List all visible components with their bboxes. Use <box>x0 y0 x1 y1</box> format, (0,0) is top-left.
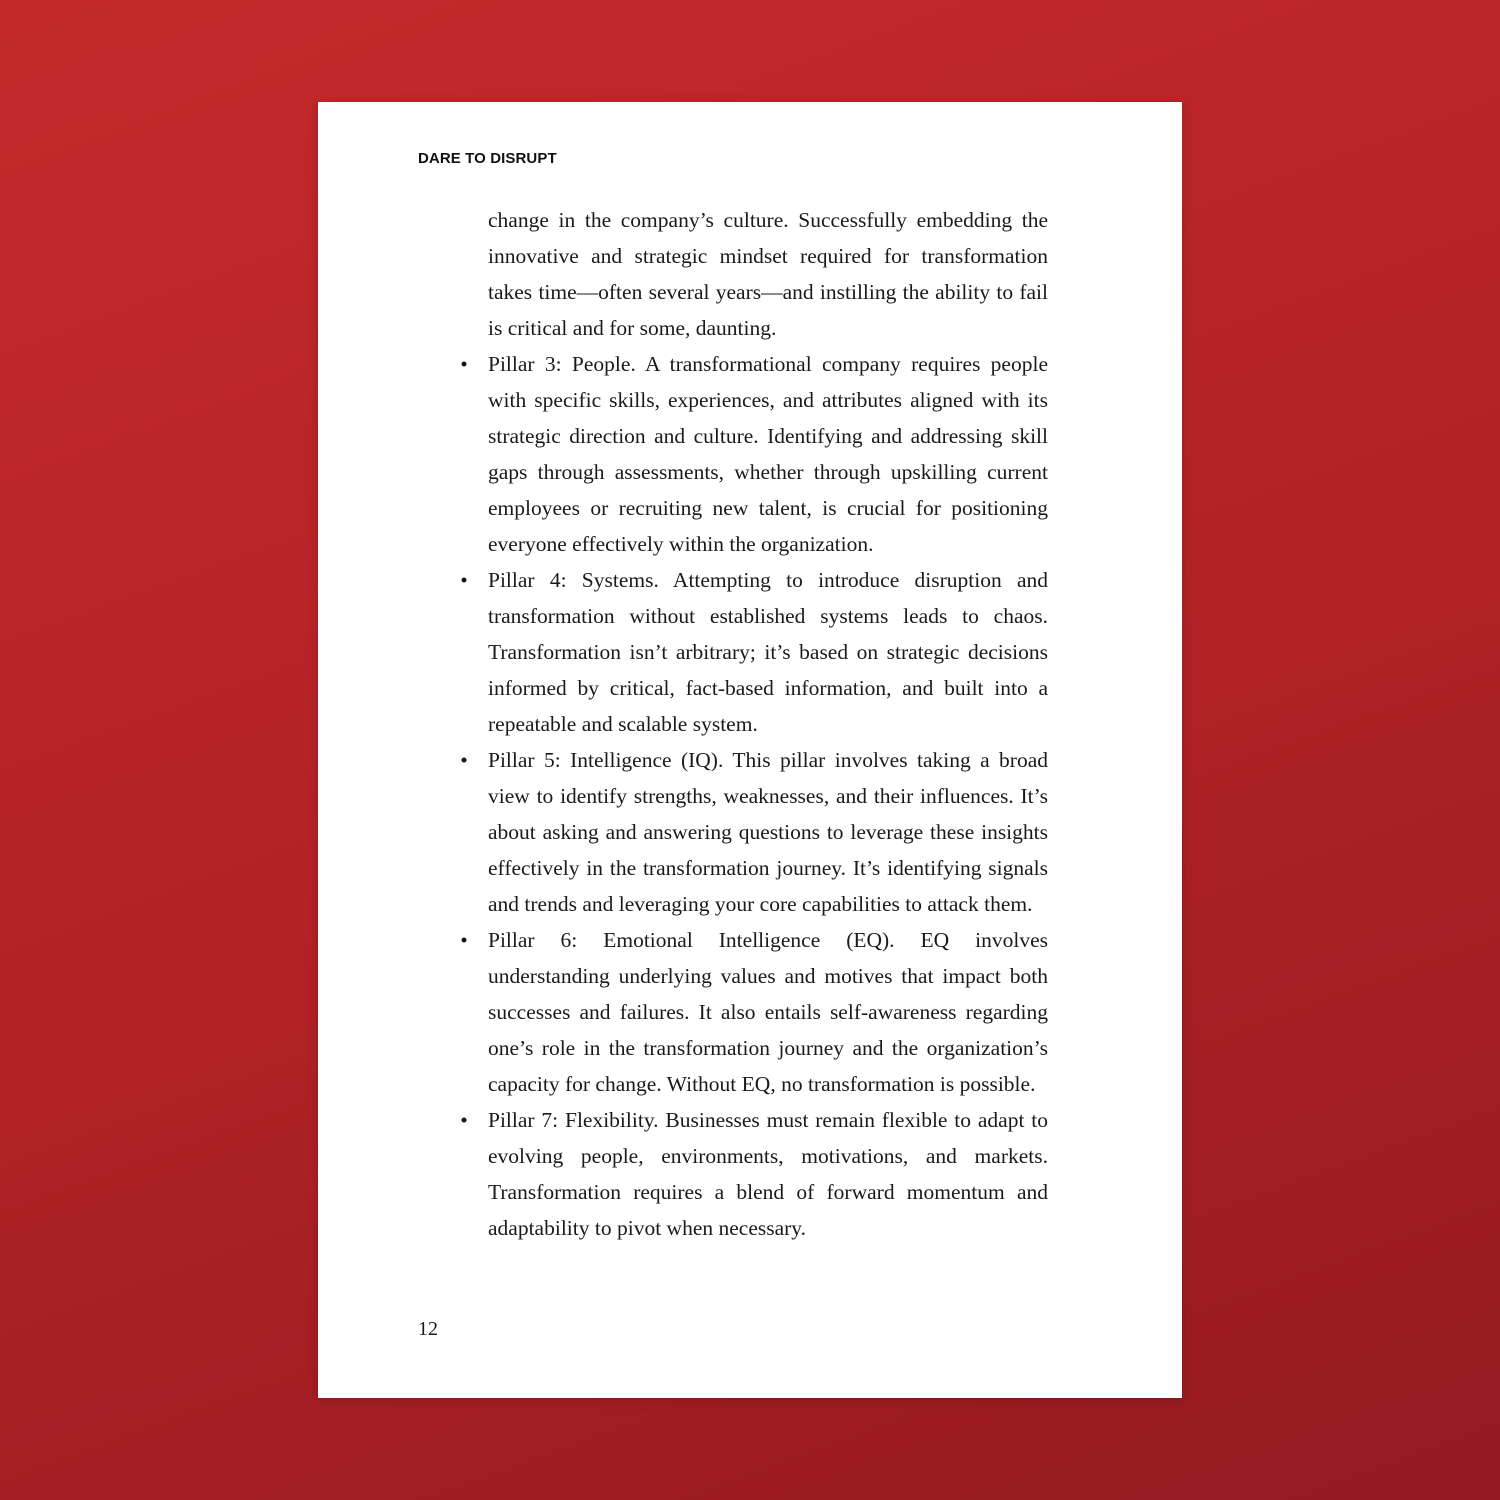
book-page <box>318 102 1182 1398</box>
pillar-7-item <box>460 1102 1048 1246</box>
pillar-5-text: Pillar 5: Intelligence (IQ). This pillar involves taking a broad view to identify strengths, weaknesses, and their influences. It’s about asking and answering questions to leverage these insights effectively in the transformation journey. It’s identifying signals and trends and leveraging your core capabilities to attack them. <box>488 748 1048 916</box>
pillar-3-text: Pillar 3: People. A transformational company requires people with specific skills, experiences, and attributes aligned with its strategic direction and culture. Identifying and addressing skill gaps through assessments, whether through upskilling current employees or recruiting new talent, is crucial for positioning everyone effectively within the organization. <box>488 352 1048 556</box>
pillar-4-text: Pillar 4: Systems. Attempting to introduce disruption and transformation without established systems leads to chaos. Transformation isn’t arbitrary; it’s based on strategic decisions informed by critical, fact-based information, and built into a repeatable and scalable system. <box>488 568 1048 736</box>
bullet-icon: • <box>460 1108 468 1132</box>
pillar-5-item <box>460 742 1048 922</box>
pillar-3-item <box>460 346 1048 562</box>
bullet-icon: • <box>460 352 468 376</box>
continuation-paragraph: change in the company’s culture. Successfully embedding the innovative and strategic mindset required for transformation takes time—often several years—and instilling the ability to fail is critical and for some, daunting. <box>488 208 1048 340</box>
running-head: DARE TO DISRUPT <box>418 150 557 167</box>
bullet-icon: • <box>460 748 468 772</box>
page-number: 12 <box>418 1318 438 1340</box>
pillar-6-item <box>460 922 1048 1102</box>
bullet-icon: • <box>460 568 468 592</box>
body-text <box>460 202 1048 1246</box>
pillar-7-text: Pillar 7: Flexibility. Businesses must remain flexible to adapt to evolving people, environments, motivations, and markets. Transformation requires a blend of forward momentum and adaptability to pivot when necessary. <box>488 1108 1048 1240</box>
pillar-list <box>460 346 1048 1246</box>
pillar-6-text: Pillar 6: Emotional Intelligence (EQ). EQ involves understanding underlying values and motives that impact both successes and failures. It also entails self-awareness regarding one’s role in the transformation journey and the organization’s capacity for change. Without EQ, no transformation is possible. <box>488 928 1048 1096</box>
pillar-4-item <box>460 562 1048 742</box>
bullet-icon: • <box>460 928 468 952</box>
